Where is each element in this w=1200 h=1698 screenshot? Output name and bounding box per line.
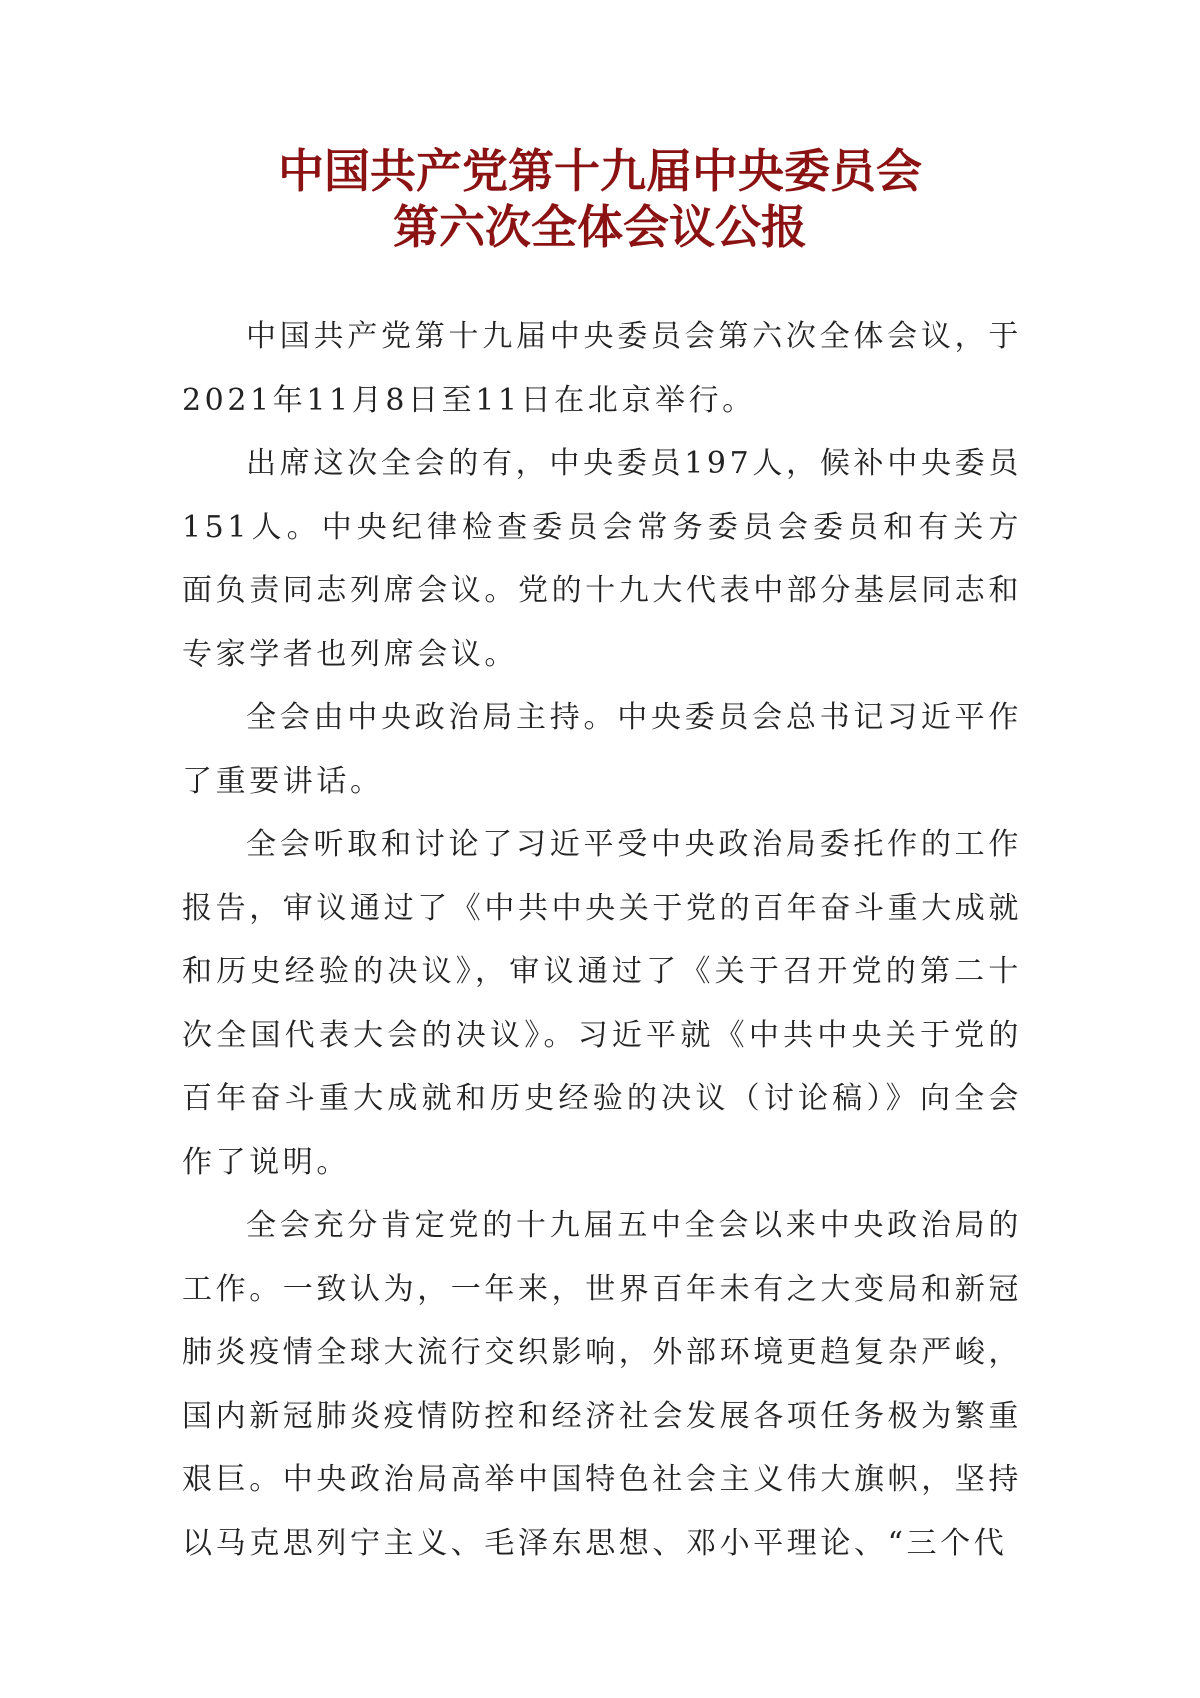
- document-title: [0, 143, 1200, 255]
- document-body: [182, 305, 1022, 1575]
- paragraph-meeting-date: 中国共产党第十九届中央委员会第六次全体会议，于2021年11月8日至11日在北京举行。: [182, 319, 1022, 418]
- paragraph-attendance: 出席这次全会的有，中央委员197人，候补中央委员151人。中央纪律检查委员会常务委员会委员和有关方面负责同志列席会议。党的十九大代表中部分基层同志和专家学者也列席会议。: [182, 446, 1022, 672]
- paragraph-presiding: 全会由中央政治局主持。中央委员会总书记习近平作了重要讲话。: [182, 700, 1022, 799]
- paragraph-politburo-work: 全会充分肯定党的十九届五中全会以来中央政治局的工作。一致认为，一年来，世界百年未有之大变局和新冠肺炎疫情全球大流行交织影响，外部环境更趋复杂严峻，国内新冠肺炎疫情防控和经济社会发展各项任务极为繁重艰巨。中央政治局高举中国特色社会主义伟大旗帜，坚持以马克思列宁主义、毛泽东思想、邓小平理论、“三个代: [182, 1208, 1022, 1561]
- title-line-2: 第六次全体会议公报: [393, 200, 807, 254]
- title-line-1: 中国共产党第十九届中央委员会: [278, 144, 922, 198]
- paragraph-resolutions: 全会听取和讨论了习近平受中央政治局委托作的工作报告，审议通过了《中共中央关于党的百年奋斗重大成就和历史经验的决议》，审议通过了《关于召开党的第二十次全国代表大会的决议》。习近平就《中共中央关于党的百年奋斗重大成就和历史经验的决议（讨论稿）》向全会作了说明。: [182, 827, 1022, 1180]
